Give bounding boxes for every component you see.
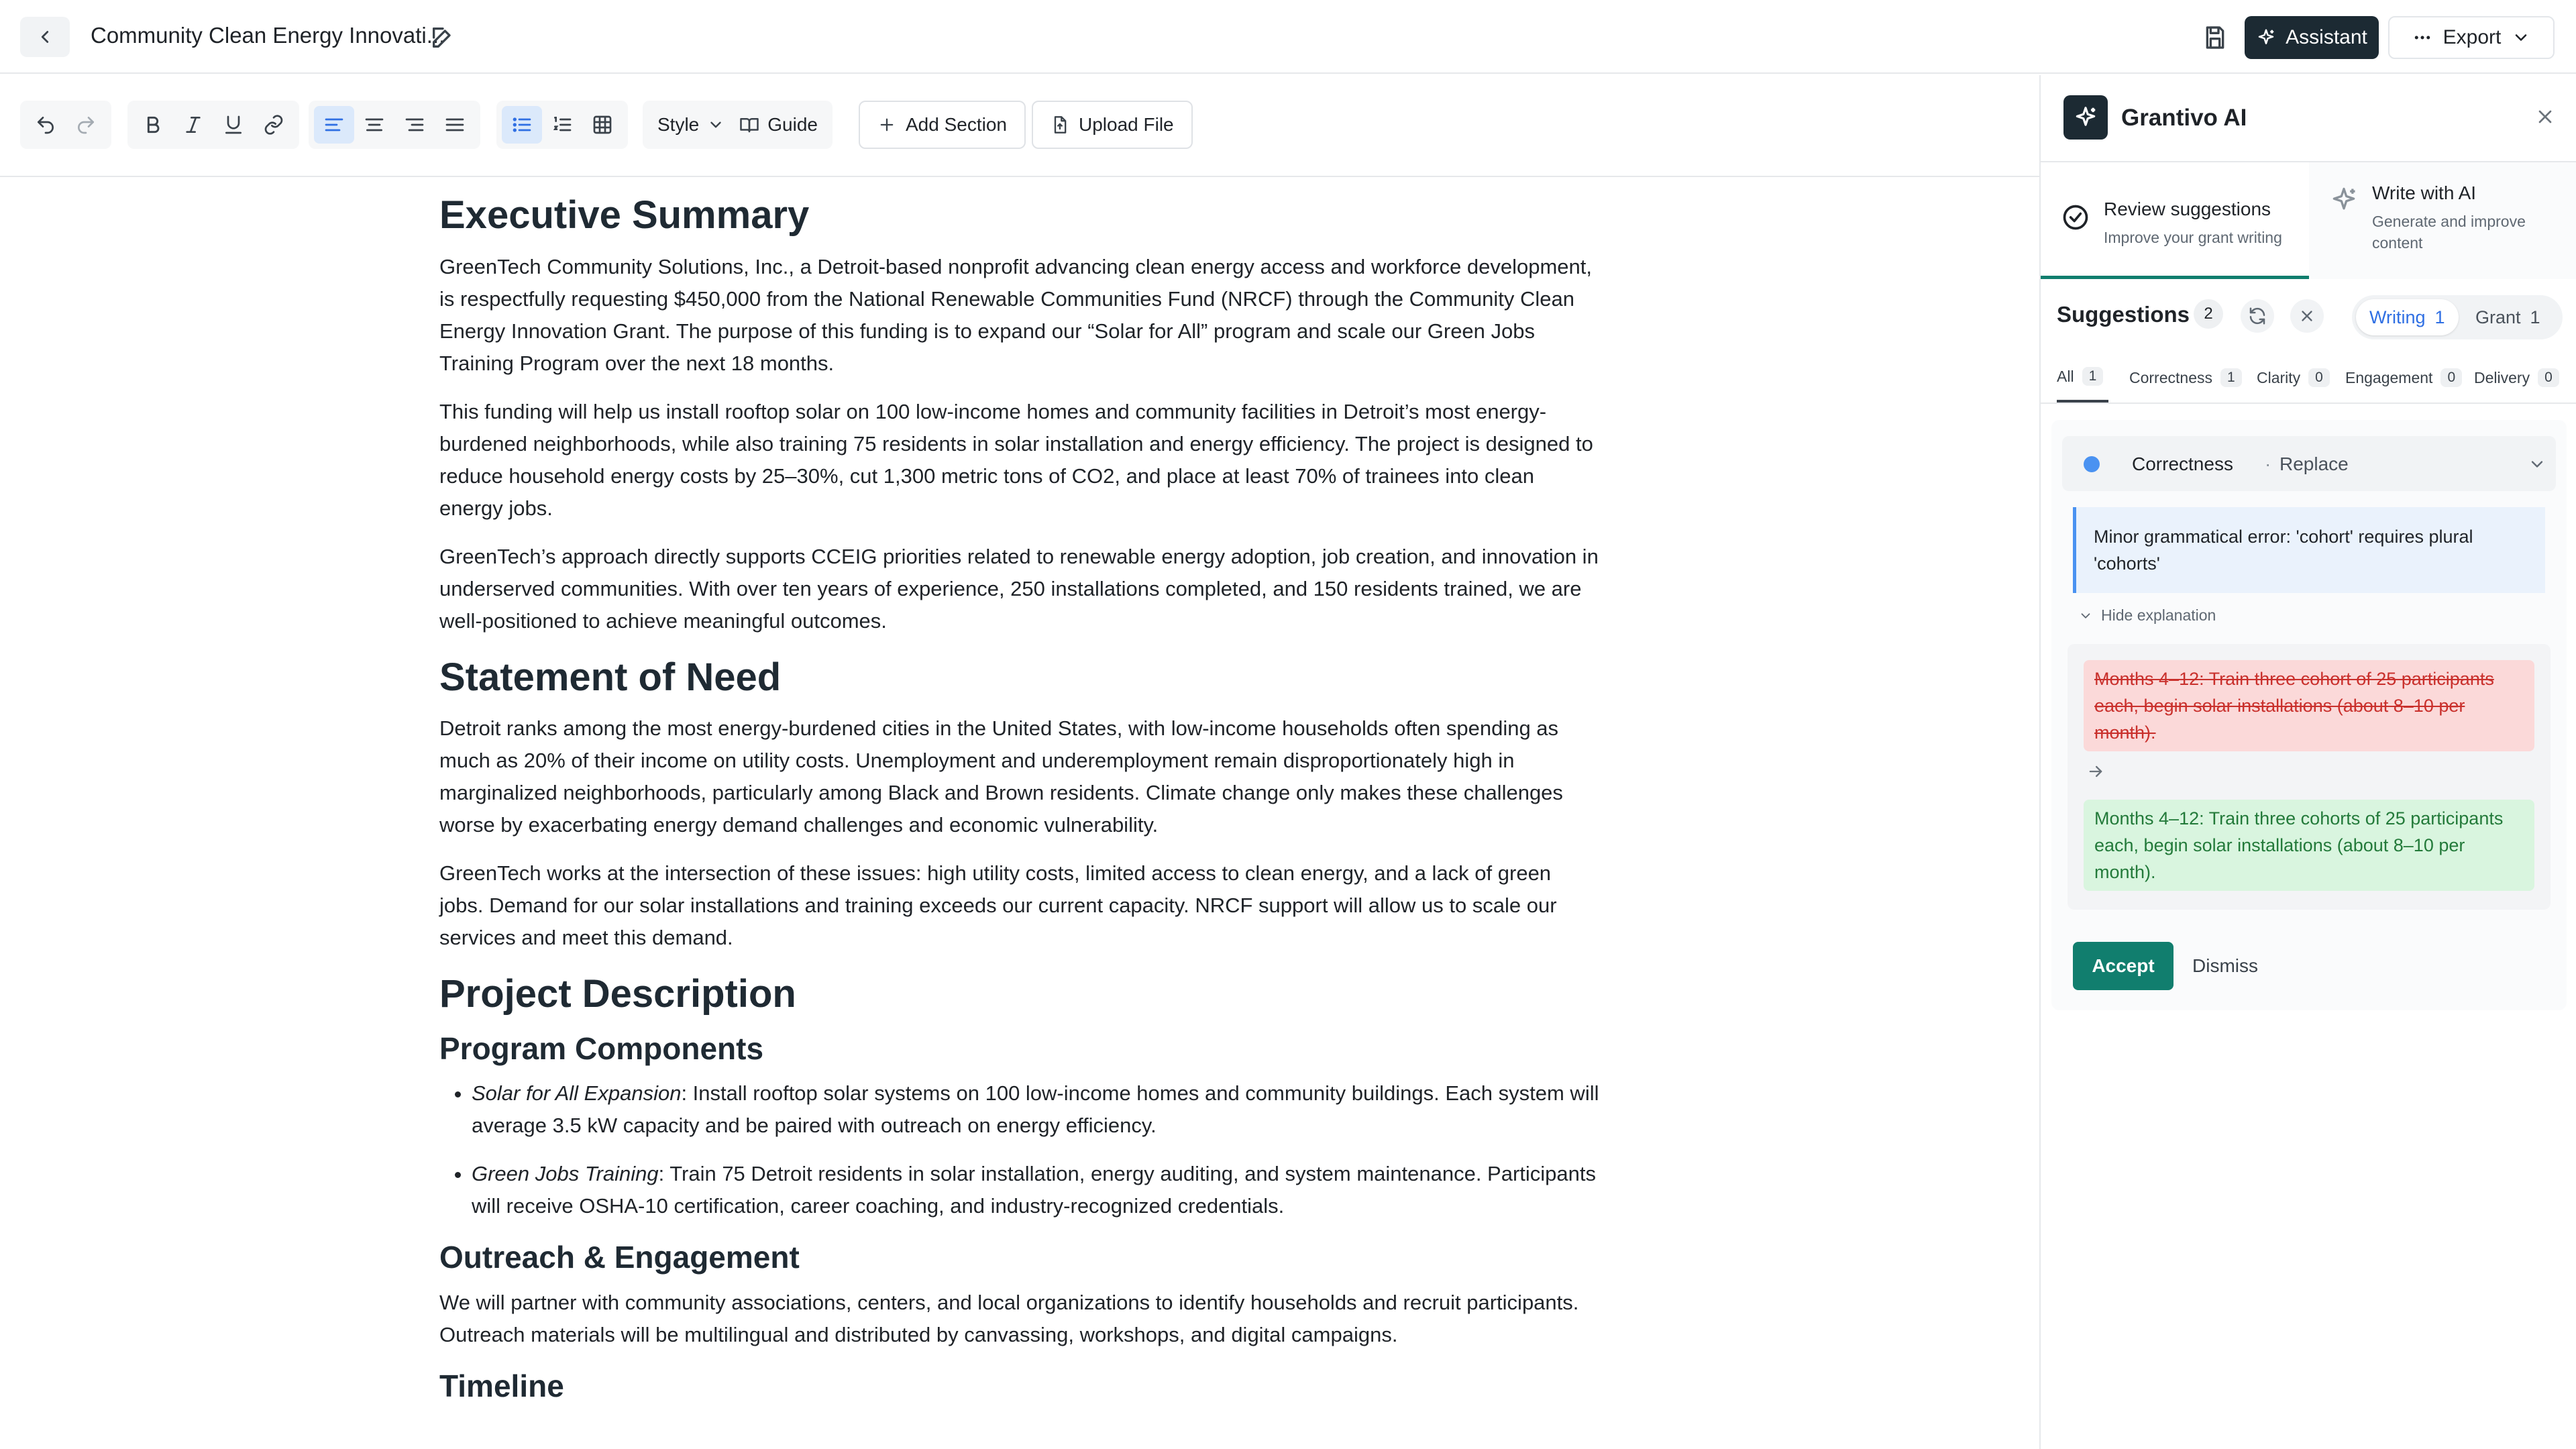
more-horizontal-icon [2412, 28, 2432, 48]
align-right-button[interactable] [394, 106, 435, 144]
toggle-label: Writing [2369, 307, 2426, 327]
align-left-icon [323, 114, 345, 136]
tab-subtitle: Generate and improve content [2372, 213, 2526, 252]
list-item [472, 1158, 1600, 1222]
export-label: Export [2443, 26, 2502, 48]
program-components-list [472, 1077, 1600, 1222]
paragraph: GreenTech’s approach directly supports CCEIG priorities related to renewable energy adoption, job creation, and innovation in underserved communities. With over ten years of experience, 250 installations completed, and 150 residents trained, we are well-positioned to achieve meaningful outcomes. [439, 544, 1599, 633]
chevron-down-icon [2078, 608, 2093, 623]
back-button[interactable] [20, 17, 70, 57]
paragraph: This funding will help us install rooftop solar on 100 low-income homes and community facilities in Detroit’s most energy-burdened neighborhoods, while also training 75 residents in solar installation and energy efficiency. The project is designed to reduce household energy costs by 25–30%, cut 1,300 metric tons of CO2, and place at least 70% of trainees into clean energy jobs. [439, 399, 1593, 520]
hide-explanation-toggle[interactable] [2078, 606, 2216, 625]
check-circle-icon [2061, 203, 2090, 232]
document-body[interactable] [439, 191, 1600, 1415]
ai-panel [2039, 75, 2576, 1449]
sparkle-icon [2256, 28, 2276, 48]
style-dropdown[interactable] [645, 106, 737, 144]
section-heading-project-description: Project Description [439, 972, 796, 1016]
underline-icon [223, 114, 244, 136]
filter-label: Delivery [2474, 368, 2530, 386]
accept-button[interactable]: Accept [2073, 942, 2174, 990]
filter-label: Engagement [2345, 368, 2433, 386]
guide-button[interactable] [737, 106, 830, 144]
filter-delivery[interactable] [2474, 353, 2559, 402]
paragraph: GreenTech works at the intersection of these issues: high utility costs, limited access to clean energy, and a lack of green jobs. Demand for our solar installations and training exceeds our current capacity. NRCF support will allow us to scale our services and meet this demand. [439, 861, 1557, 949]
document-title: Community Clean Energy Innovati... [91, 23, 445, 48]
separator: · [2265, 453, 2271, 474]
subheading-outreach-engagement: Outreach & Engagement [439, 1240, 800, 1275]
bullet-list-button[interactable] [502, 106, 542, 144]
original-text: Months 4–12: Train three cohort of 25 participants each, begin solar installations (about 8–10 per month). [2084, 660, 2534, 751]
subheading-timeline: Timeline [439, 1368, 564, 1403]
panel-tabs [2041, 161, 2576, 279]
suggestions-count-badge: 2 [2194, 299, 2223, 329]
toggle-count: 1 [2530, 307, 2540, 327]
arrow-right-icon [2086, 762, 2105, 781]
filter-count: 0 [2440, 368, 2462, 387]
subheading-program-components: Program Components [439, 1030, 764, 1066]
tab-write-with-ai[interactable] [2309, 162, 2576, 279]
close-icon [2298, 307, 2316, 325]
refresh-button[interactable] [2241, 299, 2274, 333]
top-header [0, 0, 2576, 74]
sparkle-icon [2073, 105, 2098, 130]
tab-title: Review suggestions [2104, 199, 2271, 219]
filter-all[interactable] [2057, 353, 2108, 402]
align-center-button[interactable] [354, 106, 394, 144]
section-heading-executive-summary: Executive Summary [439, 193, 810, 237]
link-icon [263, 114, 284, 136]
dismiss-button[interactable]: Dismiss [2192, 955, 2258, 976]
editor-toolbar [0, 75, 2039, 177]
close-icon[interactable] [2534, 106, 2556, 127]
book-icon [739, 115, 759, 135]
upload-file-button[interactable] [1032, 101, 1193, 149]
bold-icon [142, 114, 164, 136]
format-group [127, 101, 299, 149]
hide-explanation-label: Hide explanation [2101, 606, 2216, 624]
style-label: Style [657, 114, 700, 135]
chevron-down-icon [707, 116, 724, 133]
numbered-list-icon [551, 114, 573, 136]
clear-suggestions-button[interactable] [2290, 299, 2324, 333]
filter-label: All [2057, 367, 2074, 385]
italic-icon [182, 114, 204, 136]
toggle-grant[interactable] [2462, 299, 2554, 335]
filter-correctness[interactable] [2129, 353, 2242, 402]
toggle-label: Grant [2475, 307, 2521, 327]
history-group [20, 101, 111, 149]
suggestion-diff [2068, 644, 2551, 910]
paragraph: GreenTech Community Solutions, Inc., a Detroit-based nonprofit advancing clean energy access and workforce development, is respectfully requesting $450,000 from the National Renewable Communities Fund (NRCF) through the Community Clean Energy Innovation Grant. The purpose of this funding is to expand our “Solar for All” program and scale our Green Jobs Training Program over the next 18 months. [439, 254, 1592, 375]
upload-file-label: Upload File [1079, 114, 1174, 135]
section-heading-statement-of-need: Statement of Need [439, 655, 782, 699]
chevron-down-icon[interactable] [2528, 455, 2546, 474]
italic-button[interactable] [173, 106, 213, 144]
filter-clarity[interactable] [2257, 353, 2330, 402]
filter-count: 1 [2220, 368, 2242, 387]
filter-label: Correctness [2129, 368, 2212, 386]
paragraph: Detroit ranks among the most energy-burdened cities in the United States, with low-income households often spending as much as 20% of their income on utility costs. Unemployment and underemployment remain disproportionately high in marginalized neighborhoods, particularly among Black and Brown residents. Climate change only makes these challenges worse by exacerbating energy demand challenges and economic vulnerability. [439, 716, 1563, 837]
align-group [309, 101, 480, 149]
undo-button[interactable] [25, 106, 66, 144]
filter-count: 1 [2082, 367, 2104, 386]
toggle-count: 1 [2434, 307, 2445, 327]
tab-subtitle: Improve your grant writing [2104, 229, 2282, 246]
suggestion-card-header[interactable] [2062, 436, 2556, 491]
suggestion-action: Replace [2279, 453, 2349, 474]
category-dot [2084, 456, 2100, 472]
style-guide-group [643, 101, 833, 149]
align-justify-button[interactable] [435, 106, 475, 144]
undo-icon [35, 114, 56, 136]
filter-engagement[interactable] [2345, 353, 2462, 402]
refresh-icon [2247, 306, 2267, 326]
add-section-button[interactable] [859, 101, 1026, 149]
plus-icon [877, 115, 896, 134]
link-button[interactable] [254, 106, 294, 144]
align-justify-icon [444, 114, 466, 136]
chevron-down-icon [2512, 28, 2530, 47]
list-group [496, 101, 628, 149]
align-left-button[interactable] [314, 106, 354, 144]
align-right-icon [404, 114, 425, 136]
suggestion-type-toggle [2352, 295, 2563, 339]
guide-label: Guide [767, 114, 818, 135]
panel-header [2041, 75, 2576, 161]
list-item-term: Green Jobs Training [472, 1162, 659, 1185]
redo-icon [75, 114, 97, 136]
grantivo-logo [2063, 95, 2108, 140]
suggestions-title: Suggestions [2057, 302, 2190, 327]
numbered-list-button[interactable] [542, 106, 582, 144]
tab-review-suggestions[interactable] [2041, 162, 2309, 279]
tab-title: Write with AI [2372, 182, 2477, 203]
save-icon[interactable] [2202, 24, 2229, 51]
align-center-icon [364, 114, 385, 136]
export-button[interactable] [2388, 16, 2555, 59]
list-item [472, 1077, 1600, 1142]
filter-count: 0 [2538, 368, 2559, 387]
filter-count: 0 [2308, 368, 2330, 387]
bold-button[interactable] [133, 106, 173, 144]
file-upload-icon [1051, 115, 1069, 134]
suggestion-card [2051, 420, 2567, 1010]
list-item-text: : Train 75 Detroit residents in solar installation, energy auditing, and system maintenance. Participants will receive OSHA-10 certification, career coaching, and industry-recognized credentials. [472, 1162, 1597, 1218]
underline-button[interactable] [213, 106, 254, 144]
suggestion-category: Correctness [2132, 453, 2233, 474]
list-item-text: : Install rooftop solar systems on 100 low-income homes and community buildings. Each system will average 3.5 kW capacity and be paired with outreach on energy efficiency. [472, 1081, 1599, 1137]
chevron-left-icon [35, 27, 55, 47]
edit-title-icon[interactable] [429, 24, 456, 51]
bullet-list-icon [511, 114, 533, 136]
suggestion-explanation: Minor grammatical error: 'cohort' requires plural 'cohorts' [2073, 507, 2545, 593]
suggestions-bar [2041, 279, 2576, 353]
assistant-button[interactable] [2245, 16, 2379, 59]
redo-button[interactable] [66, 106, 106, 144]
filter-label: Clarity [2257, 368, 2301, 386]
sparkle-icon [2329, 185, 2359, 215]
table-button[interactable] [582, 106, 623, 144]
paragraph: We will partner with community associations, centers, and local organizations to identify households and recruit participants. Outreach materials will be multilingual and distributed by canvassing, workshops, and digital campaigns. [439, 1290, 1579, 1346]
replacement-text: Months 4–12: Train three cohorts of 25 participants each, begin solar installations (about 8–10 per month). [2084, 800, 2534, 891]
list-item-term: Solar for All Expansion [472, 1081, 682, 1105]
toggle-writing[interactable] [2356, 299, 2459, 335]
assistant-label: Assistant [2286, 26, 2367, 48]
table-icon [592, 114, 613, 136]
suggestion-filters [2041, 353, 2576, 404]
add-section-label: Add Section [906, 114, 1007, 135]
panel-title: Grantivo AI [2121, 105, 2247, 131]
